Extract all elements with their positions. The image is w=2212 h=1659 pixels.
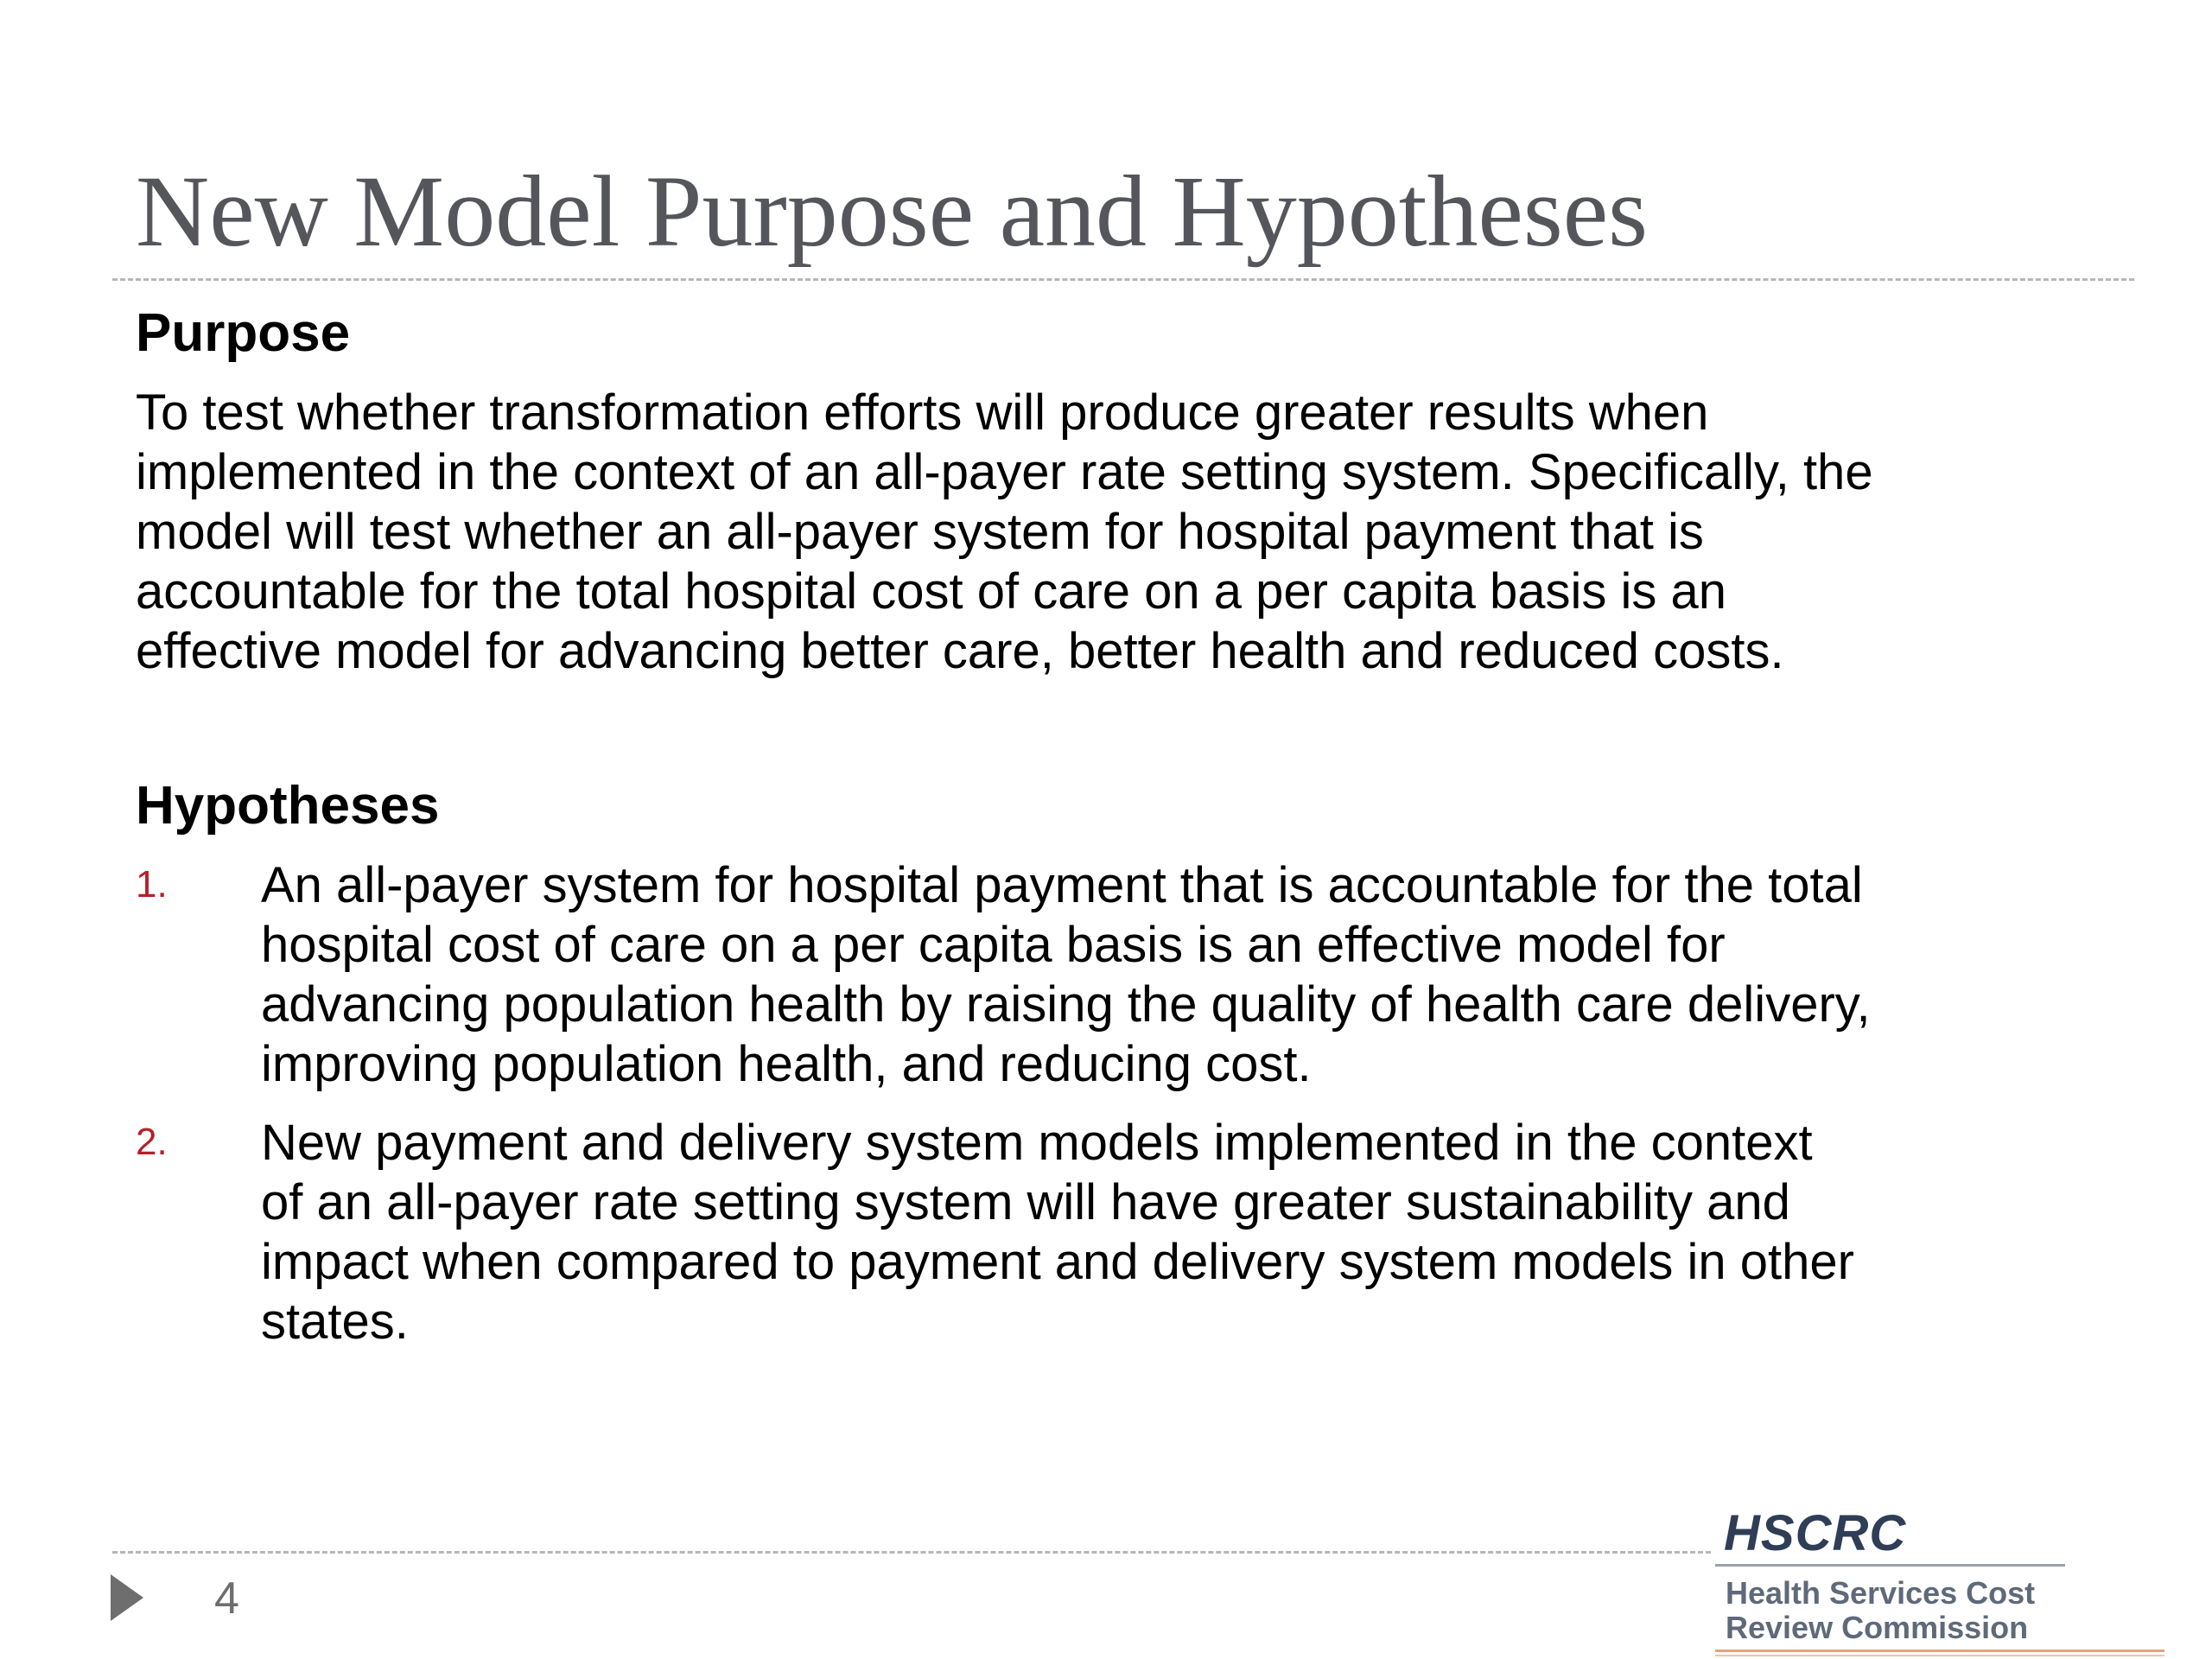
hypotheses-heading: Hypotheses bbox=[136, 776, 440, 836]
page-number: 4 bbox=[214, 1573, 239, 1624]
logo-accent-line bbox=[1715, 1655, 2164, 1656]
list-number: 2. bbox=[136, 1121, 168, 1163]
purpose-line: model will test whether an all-payer system for hospital payment that is bbox=[136, 504, 1704, 560]
list-number: 1. bbox=[136, 863, 168, 906]
logo-accent-line bbox=[1715, 1649, 2164, 1652]
hypothesis-line: advancing population health by raising the quality of health care delivery, bbox=[261, 976, 1871, 1033]
hypothesis-line: An all-payer system for hospital payment that is accountable for the total bbox=[261, 857, 1863, 913]
logo-abbreviation: HSCRC bbox=[1724, 1505, 1907, 1561]
hypothesis-line: improving population health, and reducing cost. bbox=[261, 1036, 1312, 1092]
hypothesis-line: of an all-payer rate setting system will have greater sustainability and bbox=[261, 1174, 1790, 1230]
hypothesis-line: hospital cost of care on a per capita basis is an effective model for bbox=[261, 917, 1726, 973]
slide-title: New Model Purpose and Hypotheses bbox=[136, 155, 1649, 268]
hypothesis-line: New payment and delivery system models implemented in the context bbox=[261, 1115, 1813, 1171]
title-divider bbox=[112, 278, 2134, 281]
purpose-line: implemented in the context of an all-payer rate setting system. Specifically, the bbox=[136, 444, 1873, 500]
logo-divider bbox=[1715, 1564, 2065, 1567]
hypotheses-list bbox=[136, 855, 2123, 1370]
logo-name-line: Health Services Cost bbox=[1726, 1575, 2036, 1611]
purpose-paragraph bbox=[136, 383, 2123, 681]
logo-name-line: Review Commission bbox=[1726, 1610, 2029, 1645]
hypothesis-item-2 bbox=[136, 1113, 2123, 1351]
purpose-line: effective model for advancing better care, better health and reduced costs. bbox=[136, 623, 1784, 679]
purpose-heading: Purpose bbox=[136, 303, 351, 363]
purpose-line: To test whether transformation efforts will produce greater results when bbox=[136, 385, 1709, 441]
hypothesis-line: impact when compared to payment and delivery system models in other bbox=[261, 1234, 1854, 1290]
hscrc-logo bbox=[1715, 1505, 2164, 1659]
hypothesis-item-1 bbox=[136, 855, 2123, 1094]
hypothesis-line: states. bbox=[261, 1294, 409, 1350]
play-triangle-icon bbox=[111, 1574, 143, 1621]
purpose-line: accountable for the total hospital cost of care on a per capita basis is an bbox=[136, 563, 1726, 620]
footer-divider bbox=[112, 1551, 1711, 1554]
